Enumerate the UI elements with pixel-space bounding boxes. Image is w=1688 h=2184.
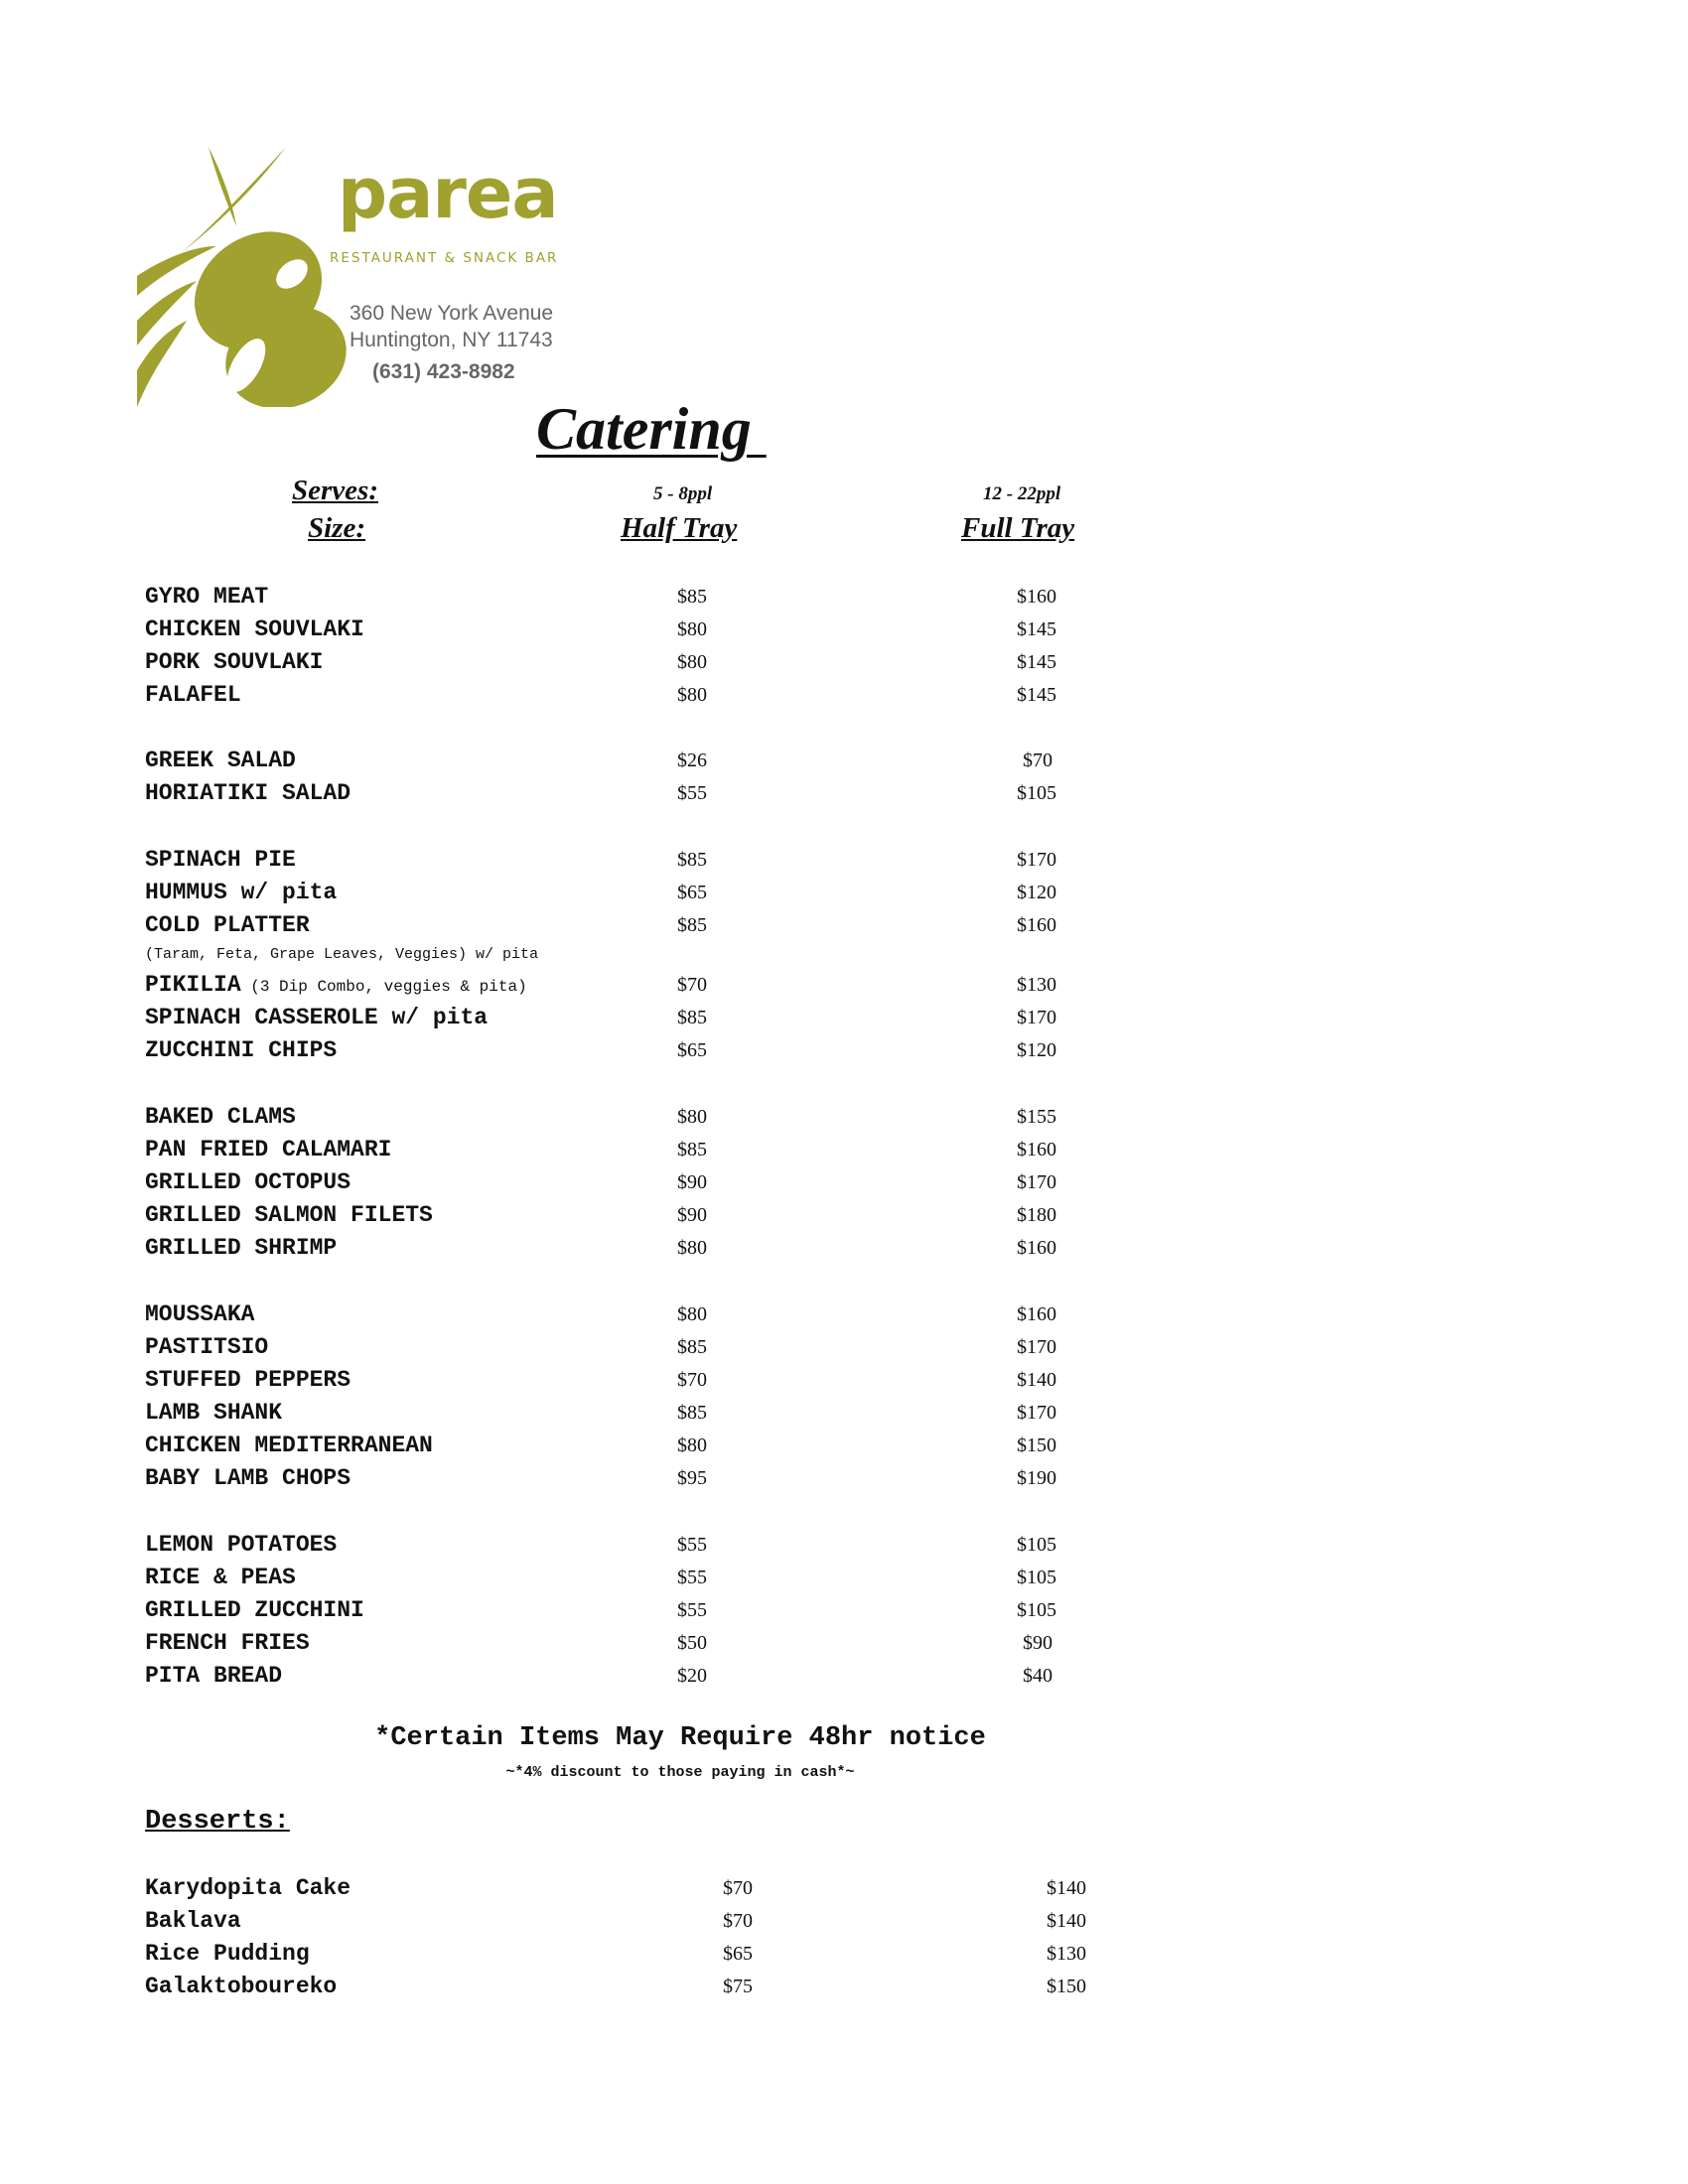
- address-line-2: Huntington, NY 11743: [350, 329, 553, 351]
- dessert-name: Rice Pudding: [145, 1941, 310, 1967]
- full-tray-price: $180: [1017, 1204, 1056, 1226]
- full-tray-price: $145: [1017, 651, 1056, 673]
- item-name: LEMON POTATOES: [145, 1532, 338, 1558]
- half-tray-price: $85: [677, 849, 707, 871]
- item-name: RICE & PEAS: [145, 1565, 296, 1590]
- menu-row: [0, 1530, 1688, 1560]
- half-tray-price: $50: [677, 1632, 707, 1654]
- full-tray-price: $160: [1017, 586, 1056, 608]
- half-tray-price: $20: [677, 1665, 707, 1687]
- half-tray-price: $55: [677, 1534, 707, 1556]
- item-name: GRILLED SHRIMP: [145, 1235, 338, 1261]
- item-name: FALAFEL: [145, 682, 241, 708]
- item-name: PASTITSIO: [145, 1334, 269, 1360]
- dessert-full-price: $140: [1047, 1877, 1086, 1899]
- menu-row: [0, 1299, 1688, 1329]
- half-tray-price: $70: [677, 974, 707, 996]
- half-tray-price: $80: [677, 1106, 707, 1128]
- full-tray-price: $145: [1017, 684, 1056, 706]
- half-tray-price: $65: [677, 882, 707, 903]
- half-tray-price: $85: [677, 1139, 707, 1160]
- full-tray-price: $70: [1023, 750, 1053, 771]
- half-tray-price: $80: [677, 1237, 707, 1259]
- dessert-row: [0, 1873, 1688, 1903]
- full-tray-price: $160: [1017, 1237, 1056, 1259]
- item-name: STUFFED PEPPERS: [145, 1367, 352, 1393]
- full-tray-price: $90: [1023, 1632, 1053, 1654]
- dessert-full-price: $140: [1047, 1910, 1086, 1932]
- menu-row: [0, 1332, 1688, 1362]
- dessert-name: Baklava: [145, 1908, 241, 1934]
- half-tray-price: $55: [677, 782, 707, 804]
- full-tray-price: $170: [1017, 1336, 1056, 1358]
- dessert-row: [0, 1939, 1688, 1969]
- serves-label: Serves:: [292, 475, 378, 506]
- dessert-half-price: $70: [723, 1877, 753, 1899]
- item-name: HORIATIKI SALAD: [145, 780, 352, 806]
- menu-row: [0, 1661, 1688, 1691]
- full-tray-price: $160: [1017, 1303, 1056, 1325]
- dessert-half-price: $65: [723, 1943, 753, 1965]
- menu-row: [0, 778, 1688, 808]
- phone-number: (631) 423-8982: [372, 360, 515, 383]
- menu-row: [0, 1167, 1688, 1197]
- menu-row: [0, 582, 1688, 612]
- menu-row: [0, 1102, 1688, 1132]
- full-tray-price: $120: [1017, 1039, 1056, 1061]
- dessert-name: Galaktoboureko: [145, 1974, 338, 1999]
- item-name: CHICKEN MEDITERRANEAN: [145, 1433, 433, 1458]
- menu-row: [0, 1365, 1688, 1395]
- menu-row: [0, 1135, 1688, 1164]
- half-tray-price: $80: [677, 1434, 707, 1456]
- serves-full-tray: 12 - 22ppl: [983, 483, 1061, 504]
- cash-discount-note: ~*4% discount to those paying in cash*~: [505, 1764, 855, 1781]
- dessert-full-price: $130: [1047, 1943, 1086, 1965]
- item-name: COLD PLATTER: [145, 912, 310, 938]
- half-tray-price: $90: [677, 1204, 707, 1226]
- item-note: (3 Dip Combo, veggies & pita): [240, 978, 527, 996]
- menu-row: [0, 1563, 1688, 1592]
- item-subnote: (Taram, Feta, Grape Leaves, Veggies) w/ pita: [145, 946, 539, 963]
- item-name: HUMMUS w/ pita: [145, 880, 338, 905]
- brand-tagline: RESTAURANT & SNACK BAR: [330, 250, 559, 266]
- full-tray-price: $40: [1023, 1665, 1053, 1687]
- half-tray-price: $80: [677, 684, 707, 706]
- item-name: ZUCCHINI CHIPS: [145, 1037, 338, 1063]
- olive-branch-icon: [137, 147, 351, 407]
- menu-row: [0, 910, 1688, 940]
- address-line-1: 360 New York Avenue: [350, 302, 554, 325]
- full-tray-price: $170: [1017, 1007, 1056, 1028]
- half-tray-price: $95: [677, 1467, 707, 1489]
- item-name: LAMB SHANK: [145, 1400, 283, 1426]
- menu-row: [0, 970, 1688, 1000]
- half-tray-price: $90: [677, 1171, 707, 1193]
- dessert-half-price: $70: [723, 1910, 753, 1932]
- item-name: PAN FRIED CALAMARI: [145, 1137, 392, 1162]
- desserts-heading: Desserts:: [145, 1807, 290, 1837]
- full-tray-price: $105: [1017, 1534, 1056, 1556]
- half-tray-price: $55: [677, 1567, 707, 1588]
- menu-row: [0, 1233, 1688, 1263]
- dessert-name: Karydopita Cake: [145, 1875, 352, 1901]
- full-tray-price: $120: [1017, 882, 1056, 903]
- half-tray-price: $80: [677, 651, 707, 673]
- menu-row: [0, 1200, 1688, 1230]
- size-label: Size:: [308, 512, 365, 544]
- full-tray-price: $190: [1017, 1467, 1056, 1489]
- item-name: PORK SOUVLAKI: [145, 649, 324, 675]
- menu-row: [0, 845, 1688, 875]
- dessert-half-price: $75: [723, 1976, 753, 1997]
- full-tray-price: $170: [1017, 1171, 1056, 1193]
- full-tray-price: $145: [1017, 618, 1056, 640]
- full-tray-price: $140: [1017, 1369, 1056, 1391]
- item-name: GRILLED ZUCCHINI: [145, 1597, 364, 1623]
- item-name: MOUSSAKA: [145, 1301, 255, 1327]
- full-tray-price: $105: [1017, 782, 1056, 804]
- item-name: GRILLED SALMON FILETS: [145, 1202, 433, 1228]
- item-name: SPINACH PIE: [145, 847, 296, 873]
- dessert-row: [0, 1906, 1688, 1936]
- menu-row: [0, 614, 1688, 644]
- menu-row: [0, 1463, 1688, 1493]
- dessert-row: [0, 1972, 1688, 2001]
- menu-row: [0, 878, 1688, 907]
- brand-name: parea: [338, 153, 558, 234]
- full-tray-price: $170: [1017, 849, 1056, 871]
- item-name: PIKILIA: [145, 972, 241, 998]
- menu-row: [0, 647, 1688, 677]
- item-name: PITA BREAD: [145, 1663, 283, 1689]
- dessert-full-price: $150: [1047, 1976, 1086, 1997]
- item-name: CHICKEN SOUVLAKI: [145, 616, 364, 642]
- item-name: SPINACH CASSEROLE w/ pita: [145, 1005, 489, 1030]
- item-name: FRENCH FRIES: [145, 1630, 310, 1656]
- item-name: GREEK SALAD: [145, 748, 296, 773]
- full-tray-price: $155: [1017, 1106, 1056, 1128]
- full-tray-price: $105: [1017, 1567, 1056, 1588]
- half-tray-price: $85: [677, 1402, 707, 1424]
- full-tray-header: Full Tray: [961, 512, 1075, 544]
- half-tray-price: $55: [677, 1599, 707, 1621]
- full-tray-price: $160: [1017, 914, 1056, 936]
- menu-row: [0, 1595, 1688, 1625]
- full-tray-price: $130: [1017, 974, 1056, 996]
- half-tray-price: $65: [677, 1039, 707, 1061]
- full-tray-price: $150: [1017, 1434, 1056, 1456]
- menu-row: [0, 1431, 1688, 1460]
- menu-row: [0, 1628, 1688, 1658]
- half-tray-price: $80: [677, 618, 707, 640]
- half-tray-price: $85: [677, 586, 707, 608]
- half-tray-price: $85: [677, 914, 707, 936]
- half-tray-price: $70: [677, 1369, 707, 1391]
- full-tray-price: $160: [1017, 1139, 1056, 1160]
- menu-row: [0, 1003, 1688, 1032]
- page-title: Catering: [536, 396, 767, 462]
- half-tray-price: $85: [677, 1007, 707, 1028]
- menu-row: [0, 1035, 1688, 1065]
- item-name: GYRO MEAT: [145, 584, 269, 610]
- serves-half-tray: 5 - 8ppl: [653, 483, 713, 504]
- full-tray-price: $105: [1017, 1599, 1056, 1621]
- advance-notice: *Certain Items May Require 48hr notice: [374, 1723, 986, 1753]
- half-tray-price: $26: [677, 750, 707, 771]
- full-tray-price: $170: [1017, 1402, 1056, 1424]
- half-tray-price: $80: [677, 1303, 707, 1325]
- half-tray-price: $85: [677, 1336, 707, 1358]
- menu-row: [0, 746, 1688, 775]
- item-name: BAKED CLAMS: [145, 1104, 296, 1130]
- item-name: GRILLED OCTOPUS: [145, 1169, 352, 1195]
- menu-row: [0, 680, 1688, 710]
- item-name: BABY LAMB CHOPS: [145, 1465, 352, 1491]
- menu-row: [0, 1398, 1688, 1428]
- half-tray-header: Half Tray: [621, 512, 738, 544]
